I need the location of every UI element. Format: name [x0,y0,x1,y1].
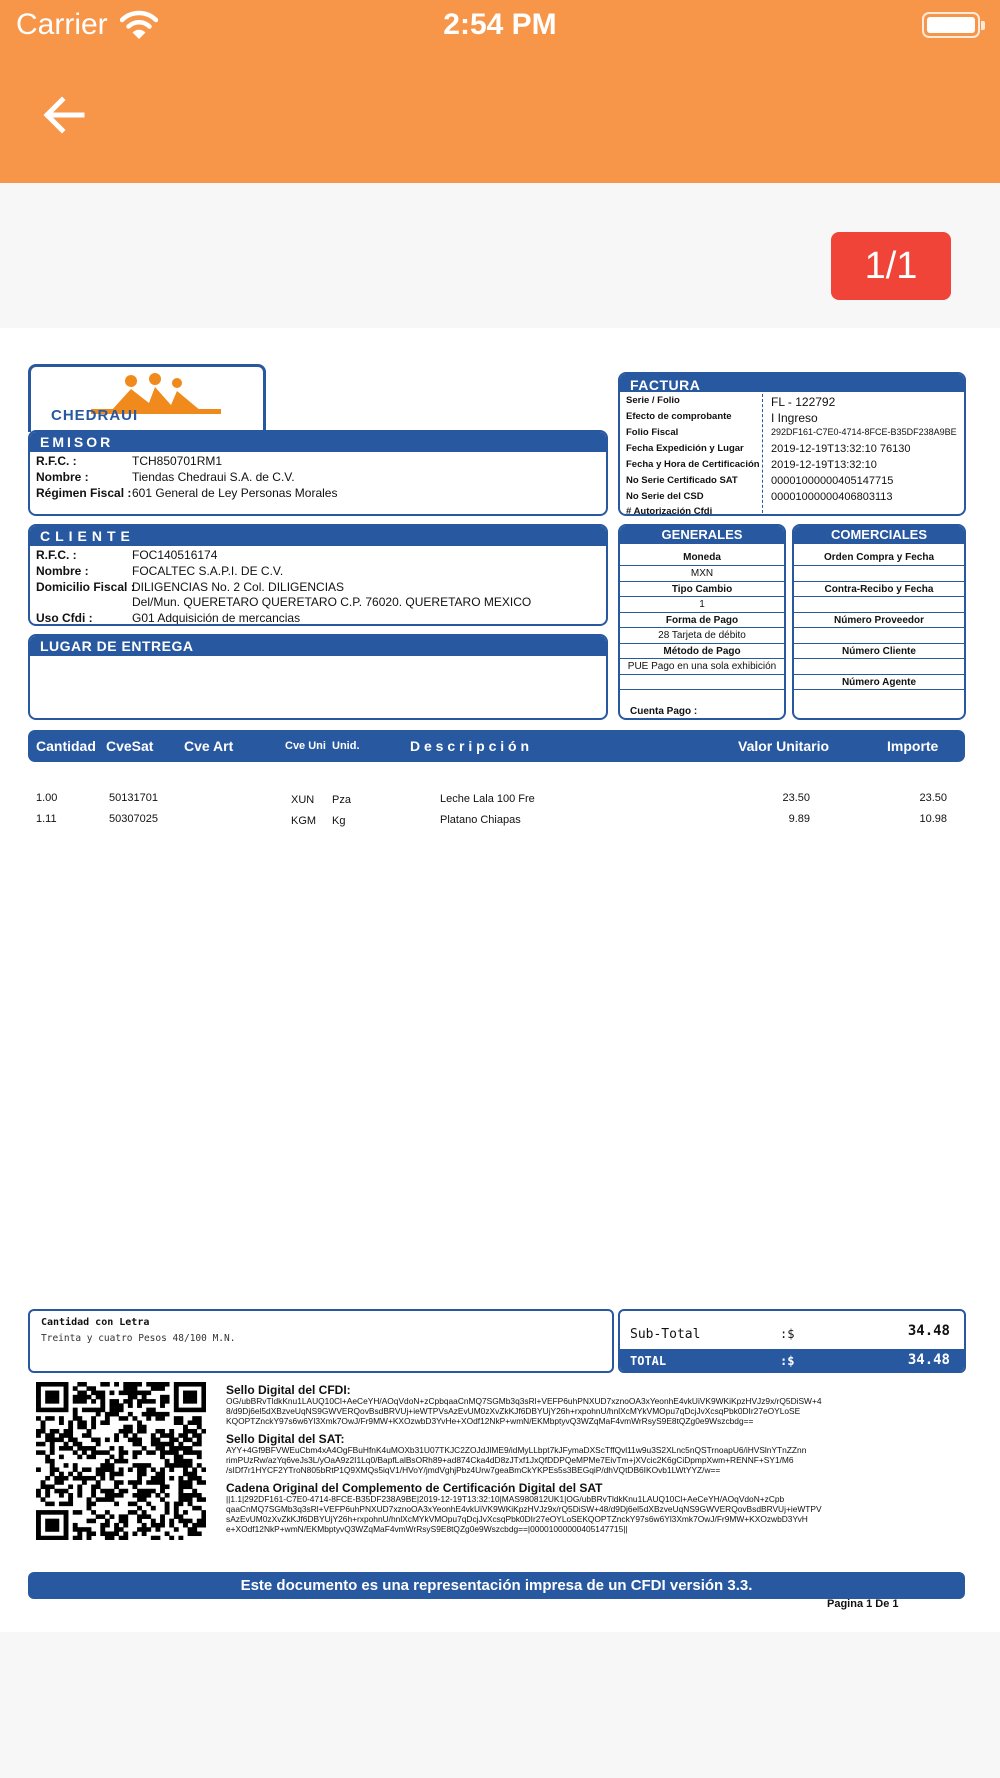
folio-fiscal-label: Folio Fiscal [626,427,679,438]
cantidad-letra: Treinta y cuatro Pesos 48/100 M.N. [41,1333,236,1344]
status-time: 2:54 PM [443,8,557,41]
numero-proveedor [794,627,964,642]
fecha-certificacion: 2019-12-19T13:32:10 [771,459,877,471]
emisor-rfc-label: R.F.C. : [36,454,77,468]
cadena-line: e+XOdf12NkP+wmN/EKMbptyvQ3WZqMaF4vmWrRsyS9E8tQZg0e9Wszcbdg==|00001000000405147715|| [226,1524,628,1534]
sello-cfdi-line: 8/d9Dj6el5dXBzveUqNS9GWVERQovBsdBRVUj+ieWTPVsAzEvUM0zXvZkKJf6DBYUjY26h+rxpohnU/hnlXcMYkVMOpu7qDcjJvXcsqPbk0DIr27eOYLoSE [226,1406,801,1416]
efecto: I Ingreso [771,411,818,425]
sello-sat-title: Sello Digital del SAT: [226,1432,345,1446]
row-cveuni: XUN [291,794,315,806]
row-unid: Kg [332,815,346,827]
header-valor-unitario: Valor Unitario [738,738,830,754]
cantidad-letra-label: Cantidad con Letra [41,1317,150,1328]
status-bar [0,0,1000,52]
cadena-original [226,1494,881,1534]
sello-cfdi-line: OG/ubBRvTldkKnu1LAUQ10Cl+AeCeYH/AOqVdoN+zCpbqaaCnMQ7SGMb3q3sRl+VEFP6uhPNXUD7xznoOA3xYeonhE4vkUiVK9WKiKpzHVJz9x/rQ5DiSW+4 [226,1396,822,1406]
logo-text: CHEDRAUI [51,407,139,424]
numero-cliente [794,658,964,673]
row-descripcion: Leche Lala 100 Fre [440,793,535,805]
moneda-label: Moneda [683,552,721,563]
moneda: MXN [620,565,784,580]
contra-recibo-label: Contra-Recibo y Fecha [794,581,964,596]
metodo-pago-label: Método de Pago [620,643,784,658]
factura-box [618,372,966,516]
cliente-domicilio-1: DILIGENCIAS No. 2 Col. DILIGENCIAS [132,580,345,594]
generales-title: GENERALES [620,526,784,544]
header-cveart: Cve Art [184,738,234,754]
row-importe: 23.50 [919,792,947,804]
qr-code-icon [36,1382,206,1540]
metodo-pago: PUE Pago en una sola exhibición [620,658,784,673]
cfdi-legend: Este documento es una representación impresa de un CFDI versión 3.3. [28,1572,965,1599]
folio-fiscal: 292DF161-C7E0-4714-8FCE-B35DF238A9BE [771,427,957,437]
fecha-certificacion-label: Fecha y Hora de Certificación [626,459,760,470]
fecha-expedicion: 2019-12-19T13:32:10 76130 [771,443,911,455]
emisor-nombre-label: Nombre : [36,470,89,484]
subtotal-label: Sub-Total [630,1327,701,1342]
page-number: Pagina 1 De 1 [827,1598,899,1610]
subtotal-sep: :$ [780,1327,795,1341]
sello-sat-line: rimPUzRw/azYq6veJs3L/yOaA9z2I1Lq0/BapfLalBsORh89+ad874Cka4dD8zJTxf1JxQfDDPQeMPMe7EivTm+jXVcic2K6gCiDpmpXwm+RENNF+SY1/M6 [226,1455,794,1465]
total-sep: :$ [780,1354,795,1368]
forma-pago-label: Forma de Pago [620,612,784,627]
serie-csd: 00001000000406803113 [771,491,893,503]
lugar-entrega-title: LUGAR DE ENTREGA [30,636,606,656]
cadena-original-title: Cadena Original del Complemento de Certificación Digital del SAT [226,1481,603,1495]
cliente-domicilio-label: Domicilio Fiscal : [36,580,135,594]
cliente-uso: G01 Adquisición de mercancias [132,611,301,625]
orden-compra [794,565,964,580]
cliente-rfc: FOC140516174 [132,548,218,562]
cliente-nombre: FOCALTEC S.A.P.I. DE C.V. [132,564,284,578]
row-cantidad: 1.00 [36,792,58,804]
generales-blank-1 [620,674,784,689]
row-cvesat: 50307025 [109,813,158,825]
emisor-rfc: TCH850701RM1 [132,454,223,468]
cliente-title: CLIENTE [30,526,606,546]
cliente-rfc-label: R.F.C. : [36,548,77,562]
cliente-box [28,524,608,626]
generales-blank-2 [620,689,784,704]
factura-divider [762,394,763,516]
sello-sat-line: AYY+4Gf9BFVWEuCbm4xA4OgFBuHfnK4uMOXb31U07TKJC2ZOJdJlME9/idMyLLbpt7kJFymaDXScTffQvl11w9u3S2XLnc5nQSTrnoapU6/iHVSlnYTnZZnn [226,1445,807,1455]
efecto-label: Efecto de comprobante [626,411,732,422]
total-row [620,1349,964,1373]
numero-agente-label: Número Agente [794,674,964,689]
row-descripcion: Platano Chiapas [440,814,521,826]
items-header [28,730,965,762]
sello-cfdi [226,1396,881,1426]
cliente-nombre-label: Nombre : [36,564,89,578]
orden-compra-label: Orden Compra y Fecha [823,552,935,563]
header-cveuni: Cve Uni [285,740,326,752]
numero-proveedor-label: Número Proveedor [794,612,964,627]
cadena-line: sAzEvUM0zXvZkKJf6DBYUjY26h+rxpohnU/hnlXcMYkVMOpu7qDcjJvXcsqPbk0DIr27eOYLoSEKQOPTZnckY97s6w6Yl3Xmk7OwJ/Fr9MW+KXOzwbD3YvH [226,1514,808,1524]
tipo-cambio: 1 [620,596,784,611]
row-cantidad: 1.11 [36,813,57,825]
emisor-regimen: 601 General de Ley Personas Morales [132,486,338,500]
header-unid: Unid. [332,740,360,752]
tipo-cambio-label: Tipo Cambio [620,581,784,596]
totals-box [618,1309,966,1373]
serie-csd-label: No Serie del CSD [626,491,704,502]
sello-sat [226,1445,881,1475]
lugar-entrega-box [28,634,608,720]
carrier-label: Carrier [16,8,108,41]
cuenta-pago-label: Cuenta Pago : [630,706,698,717]
row-unid: Pza [332,794,351,806]
header-importe: Importe [887,738,939,754]
comerciales-box [792,524,966,720]
emisor-box [28,430,608,516]
row-cveuni: KGM [291,815,317,827]
cadena-line: qaaCnMQ7SGMb3q3sRl+VEFP6uhPNXUD7xznoOA3xYeonhE4vkUiVK9WKiKpzHVJz9x/rQ5DiSW+48/d9Dj6el5dXBzveUqNS9GWVERQovBsdBRVUj+ieWTPV [226,1504,822,1514]
serie-folio: FL - 122792 [771,395,836,409]
serie-sat: 00001000000405147715 [771,475,894,487]
cadena-line: ||1.1|292DF161-C7E0-4714-8FCE-B35DF238A9BE|2019-12-19T13:32:10|MAS980812UK1|OG/ubBRvTldkKnu1LAUQ10Cl+AeCeYH/AOqVdoN+zCpb [226,1494,785,1504]
company-logo [28,364,266,432]
generales-box [618,524,786,720]
cliente-domicilio-2: Del/Mun. QUERETARO QUERETARO C.P. 76020. QUERETARO MEXICO [132,595,532,609]
comerciales-title: COMERCIALES [794,526,964,544]
autorizacion-label: # Autorización Cfdi [626,506,713,516]
numero-cliente-label: Número Cliente [794,643,964,658]
sello-sat-line: /sIDf7r1HYCF2YTroN805bRtP1Q9XMQs5iqV1/HVoY/jmdVghjPbz4Urw7geaBmCkYKPEs5s3BEGqiP/dhVQtDB6IKOvb1LWtYYZ/w== [226,1465,721,1475]
cantidad-letra-box [28,1309,614,1373]
serie-folio-label: Serie / Folio [626,395,680,406]
factura-title: FACTURA [620,374,964,392]
forma-pago: 28 Tarjeta de débito [620,627,784,642]
row-importe: 10.98 [919,813,947,825]
app-bar [0,0,1000,183]
row-valor: 23.50 [782,792,810,804]
row-cvesat: 50131701 [109,792,158,804]
emisor-title: EMISOR [30,432,606,452]
serie-sat-label: No Serie Certificado SAT [626,475,738,486]
emisor-regimen-label: Régimen Fiscal : [36,486,132,500]
numero-agente [794,689,964,704]
subtotal: 34.48 [907,1323,950,1339]
row-valor: 9.89 [788,813,810,825]
header-descripcion: D e s c r i p c i ó n [410,738,530,754]
contra-recibo [794,596,964,611]
cliente-uso-label: Uso Cfdi : [36,611,93,625]
fecha-expedicion-label: Fecha Expedición y Lugar [626,443,744,454]
header-cantidad: Cantidad [36,738,96,754]
header-cvesat: CveSat [106,738,154,754]
emisor-nombre: Tiendas Chedraui S.A. de C.V. [132,470,295,484]
battery-icon [922,12,980,38]
back-arrow-icon[interactable] [38,88,98,142]
total-label: TOTAL [630,1354,667,1368]
total: 34.48 [907,1352,950,1368]
sello-cfdi-title: Sello Digital del CFDI: [226,1383,351,1397]
page-indicator: 1/1 [831,232,951,300]
sello-cfdi-line: KQOPTZnckY97s6w6Yl3Xmk7OwJ/Fr9MW+KXOzwbD3YvHe+XOdf12NkP+wmN/EKMbptyvQ3WZqMaF4vmWrRsyS9E8tQZg0e9Wszcbdg== [226,1416,754,1426]
